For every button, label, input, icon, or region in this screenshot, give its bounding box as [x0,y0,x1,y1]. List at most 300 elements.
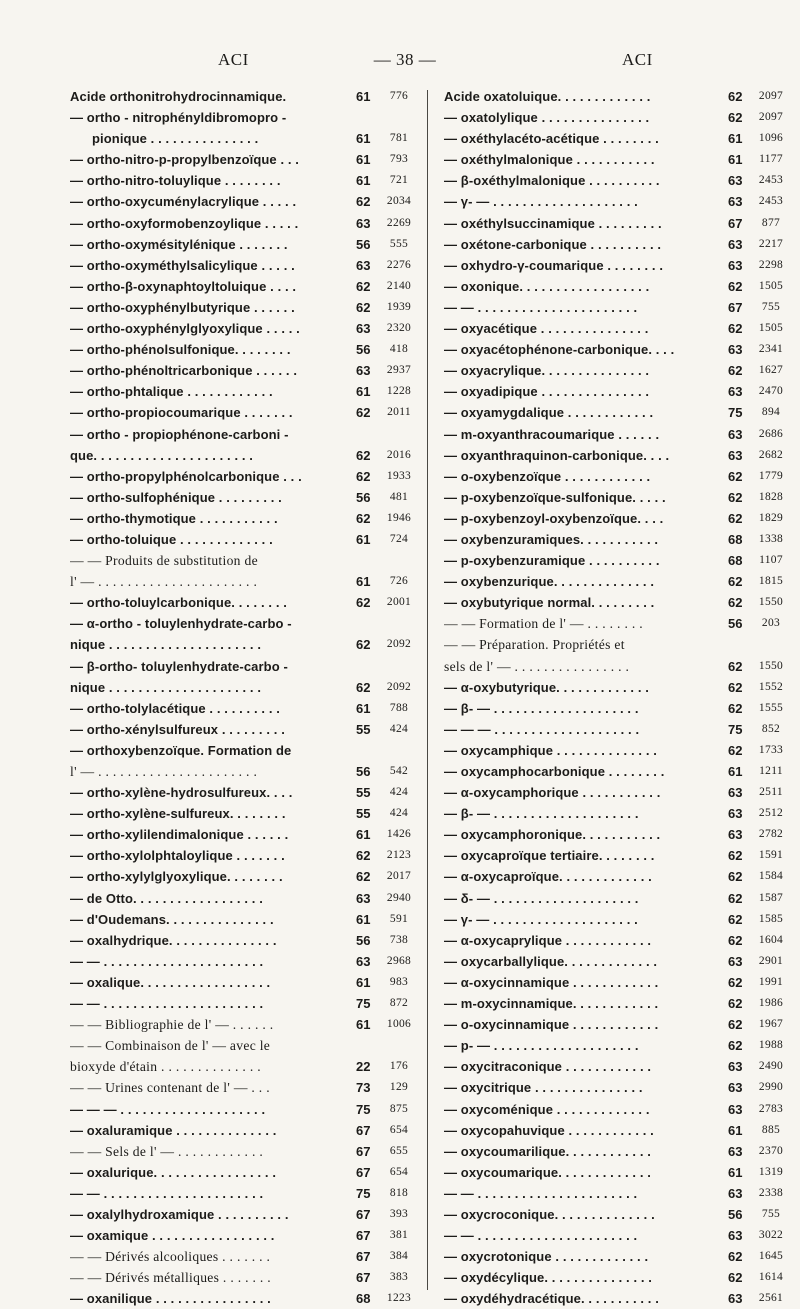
index-entry [70,698,417,719]
index-entry [444,529,794,550]
entry-page: 1550 [758,596,784,609]
entry-text: — oxycamphique . . . . . . . . . . . . . . [444,742,657,758]
index-entry [70,1204,417,1225]
entry-volume: 56 [728,1206,743,1222]
entry-page: 983 [389,975,409,988]
entry-volume: 62 [356,405,371,421]
index-entry [70,824,417,845]
entry-volume: 61 [356,1017,371,1033]
entry-volume: 63 [728,1185,743,1201]
entry-text: — oxybutyrique normal. . . . . . . . . [444,595,655,611]
entry-text: — ortho-oxyphénylglyoxylique . . . . . [70,321,300,337]
entry-page: 384 [389,1250,409,1263]
entry-page: 1829 [758,511,784,524]
entry-volume: 61 [356,574,371,590]
entry-page: 2686 [758,427,784,440]
entry-text: — α-ortho - toluylenhydrate-carbo - [70,616,292,632]
entry-volume: 62 [356,679,371,695]
index-entry [444,972,794,993]
entry-volume: 62 [728,321,743,337]
entry-volume: 61 [356,531,371,547]
entry-volume: 75 [356,1101,371,1117]
entry-text: — ortho-phénoltricarbonique . . . . . . [70,363,298,379]
index-entry [70,86,417,107]
entry-text: — — Produits de substitution de [70,553,258,569]
entry-text: — de Otto. . . . . . . . . . . . . . . . . . [70,890,263,906]
index-entry [70,107,417,128]
entry-volume: 61 [356,173,371,189]
entry-volume: 55 [356,721,371,737]
entry-page: 2092 [386,638,412,651]
entry-text: — orthoxybenzoïque. Formation de [70,742,292,758]
entry-page: 2453 [758,174,784,187]
entry-text: — oxydécylique. . . . . . . . . . . . . . . [444,1270,653,1286]
entry-page: 872 [389,997,409,1010]
entry-page: 1815 [758,575,784,588]
entry-text: — ortho-xylolphtaloylique . . . . . . . [70,848,285,864]
entry-text: l' — . . . . . . . . . . . . . . . . . . . . . . [70,574,258,590]
entry-text: — m-oxycinnamique. . . . . . . . . . . . [444,996,659,1012]
entry-volume: 56 [356,932,371,948]
index-entry [444,1120,794,1141]
entry-text: — β- — . . . . . . . . . . . . . . . . . . . . [444,700,639,716]
index-entry [444,213,794,234]
entry-text: — oxycoménique . . . . . . . . . . . . . [444,1101,650,1117]
entry-text: pionique . . . . . . . . . . . . . . . [92,131,259,147]
entry-text: — ortho-β-oxynaphtoyltoluique . . . . [70,278,297,294]
entry-volume: 55 [356,806,371,822]
entry-page: 1779 [758,469,784,482]
entry-text: — oxalylhydroxamique . . . . . . . . . . [70,1206,289,1222]
entry-text: — oxycoumarilique. . . . . . . . . . . . [444,1143,651,1159]
index-entry [70,613,417,634]
entry-text: — oxycamphoronique. . . . . . . . . . . [444,827,661,843]
index-entry [444,318,794,339]
entry-page: 776 [389,90,409,102]
index-entry [70,1014,417,1035]
entry-text: — — — . . . . . . . . . . . . . . . . . . . . [444,721,640,737]
entry-text: — α-oxybutyrique. . . . . . . . . . . . . [444,679,649,695]
entry-page: 1426 [386,828,412,841]
entry-volume: 68 [728,553,743,569]
entry-volume: 62 [728,89,743,104]
index-entry [70,1056,417,1077]
entry-volume: 62 [728,468,743,484]
entry-volume: 62 [728,1038,743,1054]
entry-text: — β- — . . . . . . . . . . . . . . . . . . . . [444,806,639,822]
entry-page: 1177 [759,153,783,166]
entry-page: 1228 [386,385,412,398]
header-left-keyword: ACI [218,50,249,69]
entry-text: — ortho-oxycuménylacrylique . . . . . [70,194,297,210]
entry-page: 2682 [758,448,784,461]
entry-text: Acide orthonitrohydrocinnamique. [70,89,287,104]
index-entry [444,1077,794,1098]
entry-page: 1587 [758,891,784,904]
entry-text: — — . . . . . . . . . . . . . . . . . . . . . . [444,1228,638,1244]
entry-text: l' — . . . . . . . . . . . . . . . . . . . . . . [70,764,258,779]
index-entry [444,1204,794,1225]
index-entry [70,592,417,613]
entry-page: 2940 [386,891,412,904]
index-entry [70,424,417,445]
entry-text: — p- — . . . . . . . . . . . . . . . . . . . . [444,1038,639,1054]
entry-page: 738 [389,933,409,946]
entry-text: — oxatolylique . . . . . . . . . . . . . . . [444,110,650,126]
entry-text: — ortho-phtalique . . . . . . . . . . . . [70,384,273,400]
entry-page: 1828 [758,490,784,503]
entry-text: — — Sels de l' — . . . . . . . . . . . . [70,1143,264,1159]
entry-volume: 61 [356,911,371,927]
entry-page: 2217 [758,237,784,250]
entry-text: — ortho-oxyformobenzoylique . . . . . [70,215,299,231]
entry-page: 1223 [386,1292,412,1305]
entry-page: 1627 [758,364,784,377]
index-entry [444,1246,794,1267]
entry-text: — oxalhydrique. . . . . . . . . . . . . . . [70,932,277,948]
index-entry [70,803,417,824]
entry-text: — oxycamphocarbonique . . . . . . . . [444,764,665,779]
index-entry [444,424,794,445]
entry-page: 818 [389,1186,409,1199]
entry-page: 755 [761,1207,781,1220]
entry-page: 2490 [758,1060,784,1073]
entry-volume: 61 [356,89,371,104]
entry-volume: 62 [728,848,743,864]
entry-volume: 63 [728,785,743,801]
entry-text: — — . . . . . . . . . . . . . . . . . . . . . . [70,996,264,1012]
entry-text: — ortho-thymotique . . . . . . . . . . . [70,510,278,526]
entry-page: 2034 [386,195,412,208]
entry-text: — ortho-propylphénolcarbonique . . . [70,468,302,484]
entry-volume: 56 [356,342,371,358]
index-entry [70,1099,417,1120]
index-entry [70,445,417,466]
entry-volume: 62 [728,974,743,990]
index-entry [444,1183,794,1204]
entry-volume: 55 [356,785,371,801]
index-entry [444,803,794,824]
entry-volume: 62 [728,700,743,716]
index-entry [70,466,417,487]
entry-volume: 62 [728,869,743,885]
entry-page: 2276 [386,258,412,271]
index-entry [444,1099,794,1120]
entry-page: 424 [389,786,409,799]
entry-text: sels de l' — . . . . . . . . . . . . . . . . [444,658,630,674]
index-entry [444,360,794,381]
entry-page: 2968 [386,954,412,967]
entry-volume: 68 [728,531,743,547]
entry-page: 1211 [759,765,783,777]
index-entry [444,951,794,972]
entry-volume: 75 [728,405,743,421]
entry-volume: 63 [728,1059,743,1075]
entry-volume: 62 [728,363,743,379]
index-entry [444,613,794,634]
entry-volume: 62 [728,932,743,948]
entry-volume: 62 [728,742,743,758]
index-entry [444,824,794,845]
index-entry [444,550,794,571]
index-entry [70,571,417,592]
index-entry [444,149,794,170]
entry-text: — oxydéhydracétique. . . . . . . . . . . [444,1291,659,1307]
entry-page: 2341 [758,343,784,356]
entry-text: — o-oxybenzoïque . . . . . . . . . . . . [444,468,651,484]
entry-page: 1096 [758,132,784,145]
entry-volume: 75 [728,721,743,737]
column-divider [427,90,428,1290]
index-entry [70,719,417,740]
entry-volume: 67 [356,1143,371,1159]
entry-text: — d'Oudemans. . . . . . . . . . . . . . . [70,911,274,927]
index-entry [444,381,794,402]
entry-page: 1550 [758,659,784,672]
entry-text: — — Dérivés alcooliques . . . . . . . [70,1249,271,1265]
entry-text: Acide oxatoluique. . . . . . . . . . . . . [444,89,651,104]
index-entry [444,445,794,466]
entry-volume: 63 [356,257,371,273]
entry-volume: 63 [728,806,743,822]
entry-text: — ortho-phénolsulfonique. . . . . . . . [70,342,291,358]
index-entry [444,508,794,529]
entry-page: 1645 [758,1250,784,1263]
index-entry [70,128,417,149]
index-entry [70,845,417,866]
entry-text: — α-oxycaprylique . . . . . . . . . . . . [444,932,652,948]
entry-volume: 63 [356,953,371,969]
index-entry [444,297,794,318]
entry-page: 2017 [386,870,412,883]
entry-text: — oxyacétique . . . . . . . . . . . . . . . [444,321,649,337]
entry-page: 1988 [758,1039,784,1052]
index-entry [444,930,794,951]
entry-page: 424 [389,807,409,820]
entry-page: 1319 [758,1165,784,1178]
entry-text: nique . . . . . . . . . . . . . . . . . . . . . [70,679,262,695]
entry-volume: 67 [356,1122,371,1138]
entry-page: 654 [389,1123,409,1136]
index-entry [444,191,794,212]
entry-volume: 62 [356,278,371,294]
entry-page: 2097 [758,111,784,124]
index-entry [444,107,794,128]
entry-page: 1991 [758,975,784,988]
entry-text: — ortho-oxyphénylbutyrique . . . . . . [70,299,295,315]
index-entry [70,360,417,381]
index-entry [444,888,794,909]
entry-page: 1946 [386,511,412,524]
entry-page: 2470 [758,385,784,398]
index-entry [70,972,417,993]
entry-volume: 61 [356,384,371,400]
entry-volume: 62 [356,595,371,611]
entry-volume: 63 [728,173,743,189]
entry-text: — ortho - nitrophényldibromopro - [70,110,287,126]
entry-text: — — Dérivés métalliques . . . . . . . [70,1270,272,1286]
index-entry [70,276,417,297]
entry-volume: 22 [356,1059,371,1075]
entry-volume: 63 [728,1291,743,1307]
entry-text: que. . . . . . . . . . . . . . . . . . . . . . [70,447,254,463]
entry-page: 721 [389,174,409,187]
entry-page: 2123 [386,849,412,862]
header-right-keyword: ACI [622,50,653,69]
entry-page: 2320 [386,322,412,335]
entry-text: — oxéthylsuccinamique . . . . . . . . . [444,215,662,231]
entry-volume: 61 [728,764,743,779]
entry-text: — oxycrotonique . . . . . . . . . . . . . [444,1249,649,1265]
entry-text: — oxhydro-γ-coumarique . . . . . . . . [444,257,664,273]
entry-page: 2001 [386,596,412,609]
entry-volume: 61 [356,131,371,147]
page-number: — 38 — [373,50,437,69]
entry-volume: 67 [728,215,743,231]
entry-page: 894 [761,406,781,419]
entry-text: — oxyadipique . . . . . . . . . . . . . . . [444,384,650,400]
entry-page: 591 [389,912,409,925]
entry-text: — ortho-xylène-hydrosulfureux. . . . [70,785,293,801]
entry-page: 1604 [758,933,784,946]
index-entry [70,930,417,951]
entry-text: — α-oxycinnamique . . . . . . . . . . . . [444,974,659,990]
entry-page: 2269 [386,216,412,229]
entry-volume: 63 [728,384,743,400]
entry-page: 2782 [758,828,784,841]
entry-page: 2901 [758,954,784,967]
index-entry [70,170,417,191]
entry-text: — oxanilique . . . . . . . . . . . . . . . . [70,1291,271,1307]
entry-volume: 63 [728,257,743,273]
entry-page: 1584 [758,870,784,883]
index-entry [444,740,794,761]
entry-volume: 67 [728,299,743,315]
index-entry [444,761,794,782]
entry-text: — α-oxycaproïque. . . . . . . . . . . . . [444,869,652,885]
entry-text: — ortho-oxymésitylénique . . . . . . . [70,236,288,252]
entry-page: 885 [761,1123,781,1136]
index-entry [70,1288,417,1309]
entry-volume: 63 [728,447,743,463]
index-entry [70,656,417,677]
index-entry [444,255,794,276]
entry-text: — — Préparation. Propriétés et [444,637,625,653]
entry-text: — ortho - propiophénone-carboni - [70,426,289,442]
index-entry [444,845,794,866]
entry-text: — ortho-tolylacétique . . . . . . . . . . [70,700,280,716]
entry-page: 2097 [758,90,784,102]
entry-page: 2937 [386,364,412,377]
entry-text: — ortho-xylilendimalonique . . . . . . [70,827,289,843]
entry-text: — oxycoumarique. . . . . . . . . . . . . [444,1164,651,1180]
entry-volume: 62 [728,110,743,126]
index-entry [70,487,417,508]
index-entry [444,782,794,803]
entry-volume: 56 [356,489,371,505]
entry-text: — oxyanthraquinon-carbonique. . . . [444,447,670,463]
entry-text: — oxyacrylique. . . . . . . . . . . . . . . [444,363,650,379]
entry-page: 1614 [758,1271,784,1284]
index-entry [70,318,417,339]
entry-text: — γ- — . . . . . . . . . . . . . . . . . . . . [444,194,638,210]
entry-volume: 67 [356,1228,371,1244]
entry-volume: 61 [728,131,743,147]
entry-text: — oxéthylmalonique . . . . . . . . . . . [444,152,655,168]
index-entry [444,487,794,508]
entry-page: 1591 [758,849,784,862]
index-entry [70,740,417,761]
index-entry [70,1225,417,1246]
entry-volume: 62 [728,911,743,927]
entry-text: — — . . . . . . . . . . . . . . . . . . . . . . [70,953,264,969]
entry-text: — p-oxybenzuramique . . . . . . . . . . [444,553,660,569]
entry-page: 2370 [758,1144,784,1157]
entry-page: 2783 [758,1102,784,1115]
entry-page: 203 [761,617,781,630]
entry-volume: 62 [356,194,371,210]
index-entry [70,1183,417,1204]
entry-text: — — Combinaison de l' — avec le [70,1038,271,1054]
entry-text: — oxybenzurique. . . . . . . . . . . . . . [444,574,655,590]
entry-text: — α-oxycamphorique . . . . . . . . . . . [444,785,661,801]
index-entry [70,1035,417,1056]
entry-page: 1933 [386,469,412,482]
entry-volume: 62 [728,595,743,611]
index-entry [70,508,417,529]
entry-text: — — Urines contenant de l' — . . . [70,1080,270,1096]
index-entry [444,698,794,719]
entry-text: — — . . . . . . . . . . . . . . . . . . . . . . [444,1185,638,1201]
page-header [0,50,800,74]
entry-page: 1555 [758,701,784,714]
entry-text: — oxamique . . . . . . . . . . . . . . . . . [70,1228,275,1244]
entry-text: — oxycitraconique . . . . . . . . . . . . [444,1059,652,1075]
index-entry [444,128,794,149]
entry-page: 2011 [387,406,411,419]
entry-volume: 62 [356,637,371,653]
entry-volume: 62 [728,489,743,505]
index-entry [70,149,417,170]
index-entry [444,1162,794,1183]
entry-volume: 63 [728,342,743,358]
entry-volume: 62 [728,1017,743,1033]
entry-text: — oxycopahuvique . . . . . . . . . . . . [444,1122,654,1138]
index-entry [70,1162,417,1183]
entry-text: — oxyacétophénone-carbonique. . . . [444,342,675,358]
entry-volume: 61 [728,152,743,168]
entry-volume: 62 [356,447,371,463]
index-entry [70,909,417,930]
entry-volume: 63 [728,426,743,442]
index-entry [444,656,794,677]
index-entry [444,1288,794,1309]
index-entry [70,297,417,318]
entry-text: — ortho-propiocoumarique . . . . . . . [70,405,293,421]
entry-text: — oxaluramique . . . . . . . . . . . . . . [70,1122,277,1138]
entry-page: 383 [389,1271,409,1284]
entry-text: — γ- — . . . . . . . . . . . . . . . . . . . . [444,911,638,927]
entry-page: 781 [389,132,409,145]
entry-volume: 61 [728,1122,743,1138]
entry-text: — p-oxybenzoïque-sulfonique. . . . . [444,489,666,505]
entry-volume: 62 [728,679,743,695]
index-entry [444,1225,794,1246]
entry-text: — — Formation de l' — . . . . . . . . [444,616,643,632]
entry-page: 2561 [758,1292,784,1305]
entry-volume: 62 [728,658,743,674]
entry-volume: 67 [356,1164,371,1180]
